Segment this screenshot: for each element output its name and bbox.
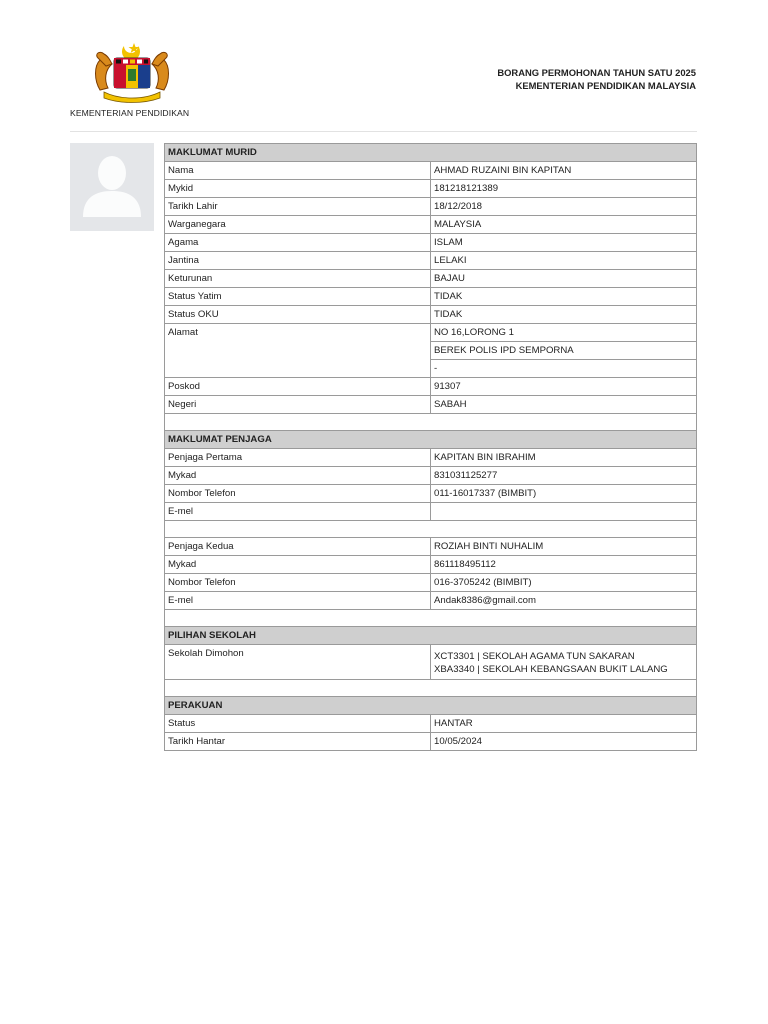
field-value: Andak8386@gmail.com: [431, 592, 697, 610]
field-value: TIDAK: [431, 288, 697, 306]
spacer-row: [165, 521, 697, 538]
field-label: Mykid: [165, 180, 431, 198]
form-row-alamat-1: [165, 324, 697, 342]
form-row-status-oku: [165, 306, 697, 324]
field-label: Status Yatim: [165, 288, 431, 306]
application-form-table: [164, 143, 697, 751]
section-header-penjaga: [165, 431, 697, 449]
malaysia-coat-of-arms-icon: [90, 40, 174, 104]
field-label: Sekolah Dimohon: [165, 645, 431, 680]
field-value: BEREK POLIS IPD SEMPORNA: [431, 342, 697, 360]
field-value: BAJAU: [431, 270, 697, 288]
document-title-line-2: KEMENTERIAN PENDIDIKAN MALAYSIA: [515, 79, 696, 91]
field-value: 10/05/2024: [431, 733, 697, 751]
field-label: Jantina: [165, 252, 431, 270]
field-label: Status OKU: [165, 306, 431, 324]
field-value: TIDAK: [431, 306, 697, 324]
field-label: Penjaga Pertama: [165, 449, 431, 467]
section-title: MAKLUMAT MURID: [165, 144, 697, 162]
form-row-tarikh-hantar: [165, 733, 697, 751]
field-label: Warganegara: [165, 216, 431, 234]
form-row-emel-1: [165, 503, 697, 521]
form-row-tarikh-lahir: [165, 198, 697, 216]
form-row-warganegara: [165, 216, 697, 234]
form-row-mykad-2: [165, 556, 697, 574]
form-row-jantina: [165, 252, 697, 270]
field-value: SABAH: [431, 396, 697, 414]
field-value: 861118495112: [431, 556, 697, 574]
section-header-murid: [165, 144, 697, 162]
form-row-status-yatim: [165, 288, 697, 306]
field-label: Nombor Telefon: [165, 485, 431, 503]
field-value: MALAYSIA: [431, 216, 697, 234]
field-value: AHMAD RUZAINI BIN KAPITAN: [431, 162, 697, 180]
field-label: Mykad: [165, 556, 431, 574]
form-row-poskod: [165, 378, 697, 396]
form-row-negeri: [165, 396, 697, 414]
form-row-telefon-1: [165, 485, 697, 503]
field-label: Negeri: [165, 396, 431, 414]
field-label: Status: [165, 715, 431, 733]
section-title: PILIHAN SEKOLAH: [165, 627, 697, 645]
field-value: [431, 503, 697, 521]
field-value: [431, 645, 697, 680]
field-label: Tarikh Lahir: [165, 198, 431, 216]
section-header-perakuan: [165, 697, 697, 715]
form-row-penjaga-pertama: [165, 449, 697, 467]
ministry-logo: [70, 40, 200, 120]
form-row-emel-2: [165, 592, 697, 610]
field-value: KAPITAN BIN IBRAHIM: [431, 449, 697, 467]
form-row-mykad-1: [165, 467, 697, 485]
document-title: [497, 67, 696, 92]
field-label: Nama: [165, 162, 431, 180]
form-row-mykid: [165, 180, 697, 198]
user-placeholder-icon: [70, 143, 154, 231]
field-value: ISLAM: [431, 234, 697, 252]
ministry-logo-text: KEMENTERIAN PENDIDIKAN: [70, 108, 190, 118]
form-row-penjaga-kedua: [165, 538, 697, 556]
document-title-line-1: BORANG PERMOHONAN TAHUN SATU 2025: [497, 67, 696, 78]
field-label: Tarikh Hantar: [165, 733, 431, 751]
field-value: -: [431, 360, 697, 378]
section-title: MAKLUMAT PENJAGA: [165, 431, 697, 449]
spacer-row: [165, 610, 697, 627]
field-label: E-mel: [165, 503, 431, 521]
field-value: NO 16,LORONG 1: [431, 324, 697, 342]
field-label: Alamat: [165, 324, 431, 378]
field-label: Penjaga Kedua: [165, 538, 431, 556]
form-row-sekolah-dimohon: [165, 645, 697, 680]
field-value: 016-3705242 (BIMBIT): [431, 574, 697, 592]
field-value: 831031125277: [431, 467, 697, 485]
field-value: 18/12/2018: [431, 198, 697, 216]
field-value: ROZIAH BINTI NUHALIM: [431, 538, 697, 556]
field-value: 011-16017337 (BIMBIT): [431, 485, 697, 503]
form-row-status: [165, 715, 697, 733]
field-label: E-mel: [165, 592, 431, 610]
spacer-row: [165, 680, 697, 697]
field-value: 91307: [431, 378, 697, 396]
field-value: LELAKI: [431, 252, 697, 270]
spacer-row: [165, 414, 697, 431]
field-label: Nombor Telefon: [165, 574, 431, 592]
school-choice-1: XCT3301 | SEKOLAH AGAMA TUN SAKARAN: [434, 650, 635, 662]
section-header-sekolah: [165, 627, 697, 645]
form-row-nama: [165, 162, 697, 180]
header-divider: [70, 131, 697, 132]
form-row-telefon-2: [165, 574, 697, 592]
section-title: PERAKUAN: [165, 697, 697, 715]
field-label: Agama: [165, 234, 431, 252]
field-value: 181218121389: [431, 180, 697, 198]
field-label: Mykad: [165, 467, 431, 485]
form-row-agama: [165, 234, 697, 252]
form-row-keturunan: [165, 270, 697, 288]
field-label: Keturunan: [165, 270, 431, 288]
student-photo: [70, 143, 154, 231]
field-label: Poskod: [165, 378, 431, 396]
field-value: HANTAR: [431, 715, 697, 733]
school-choice-2: XBA3340 | SEKOLAH KEBANGSAAN BUKIT LALANG: [434, 663, 668, 675]
